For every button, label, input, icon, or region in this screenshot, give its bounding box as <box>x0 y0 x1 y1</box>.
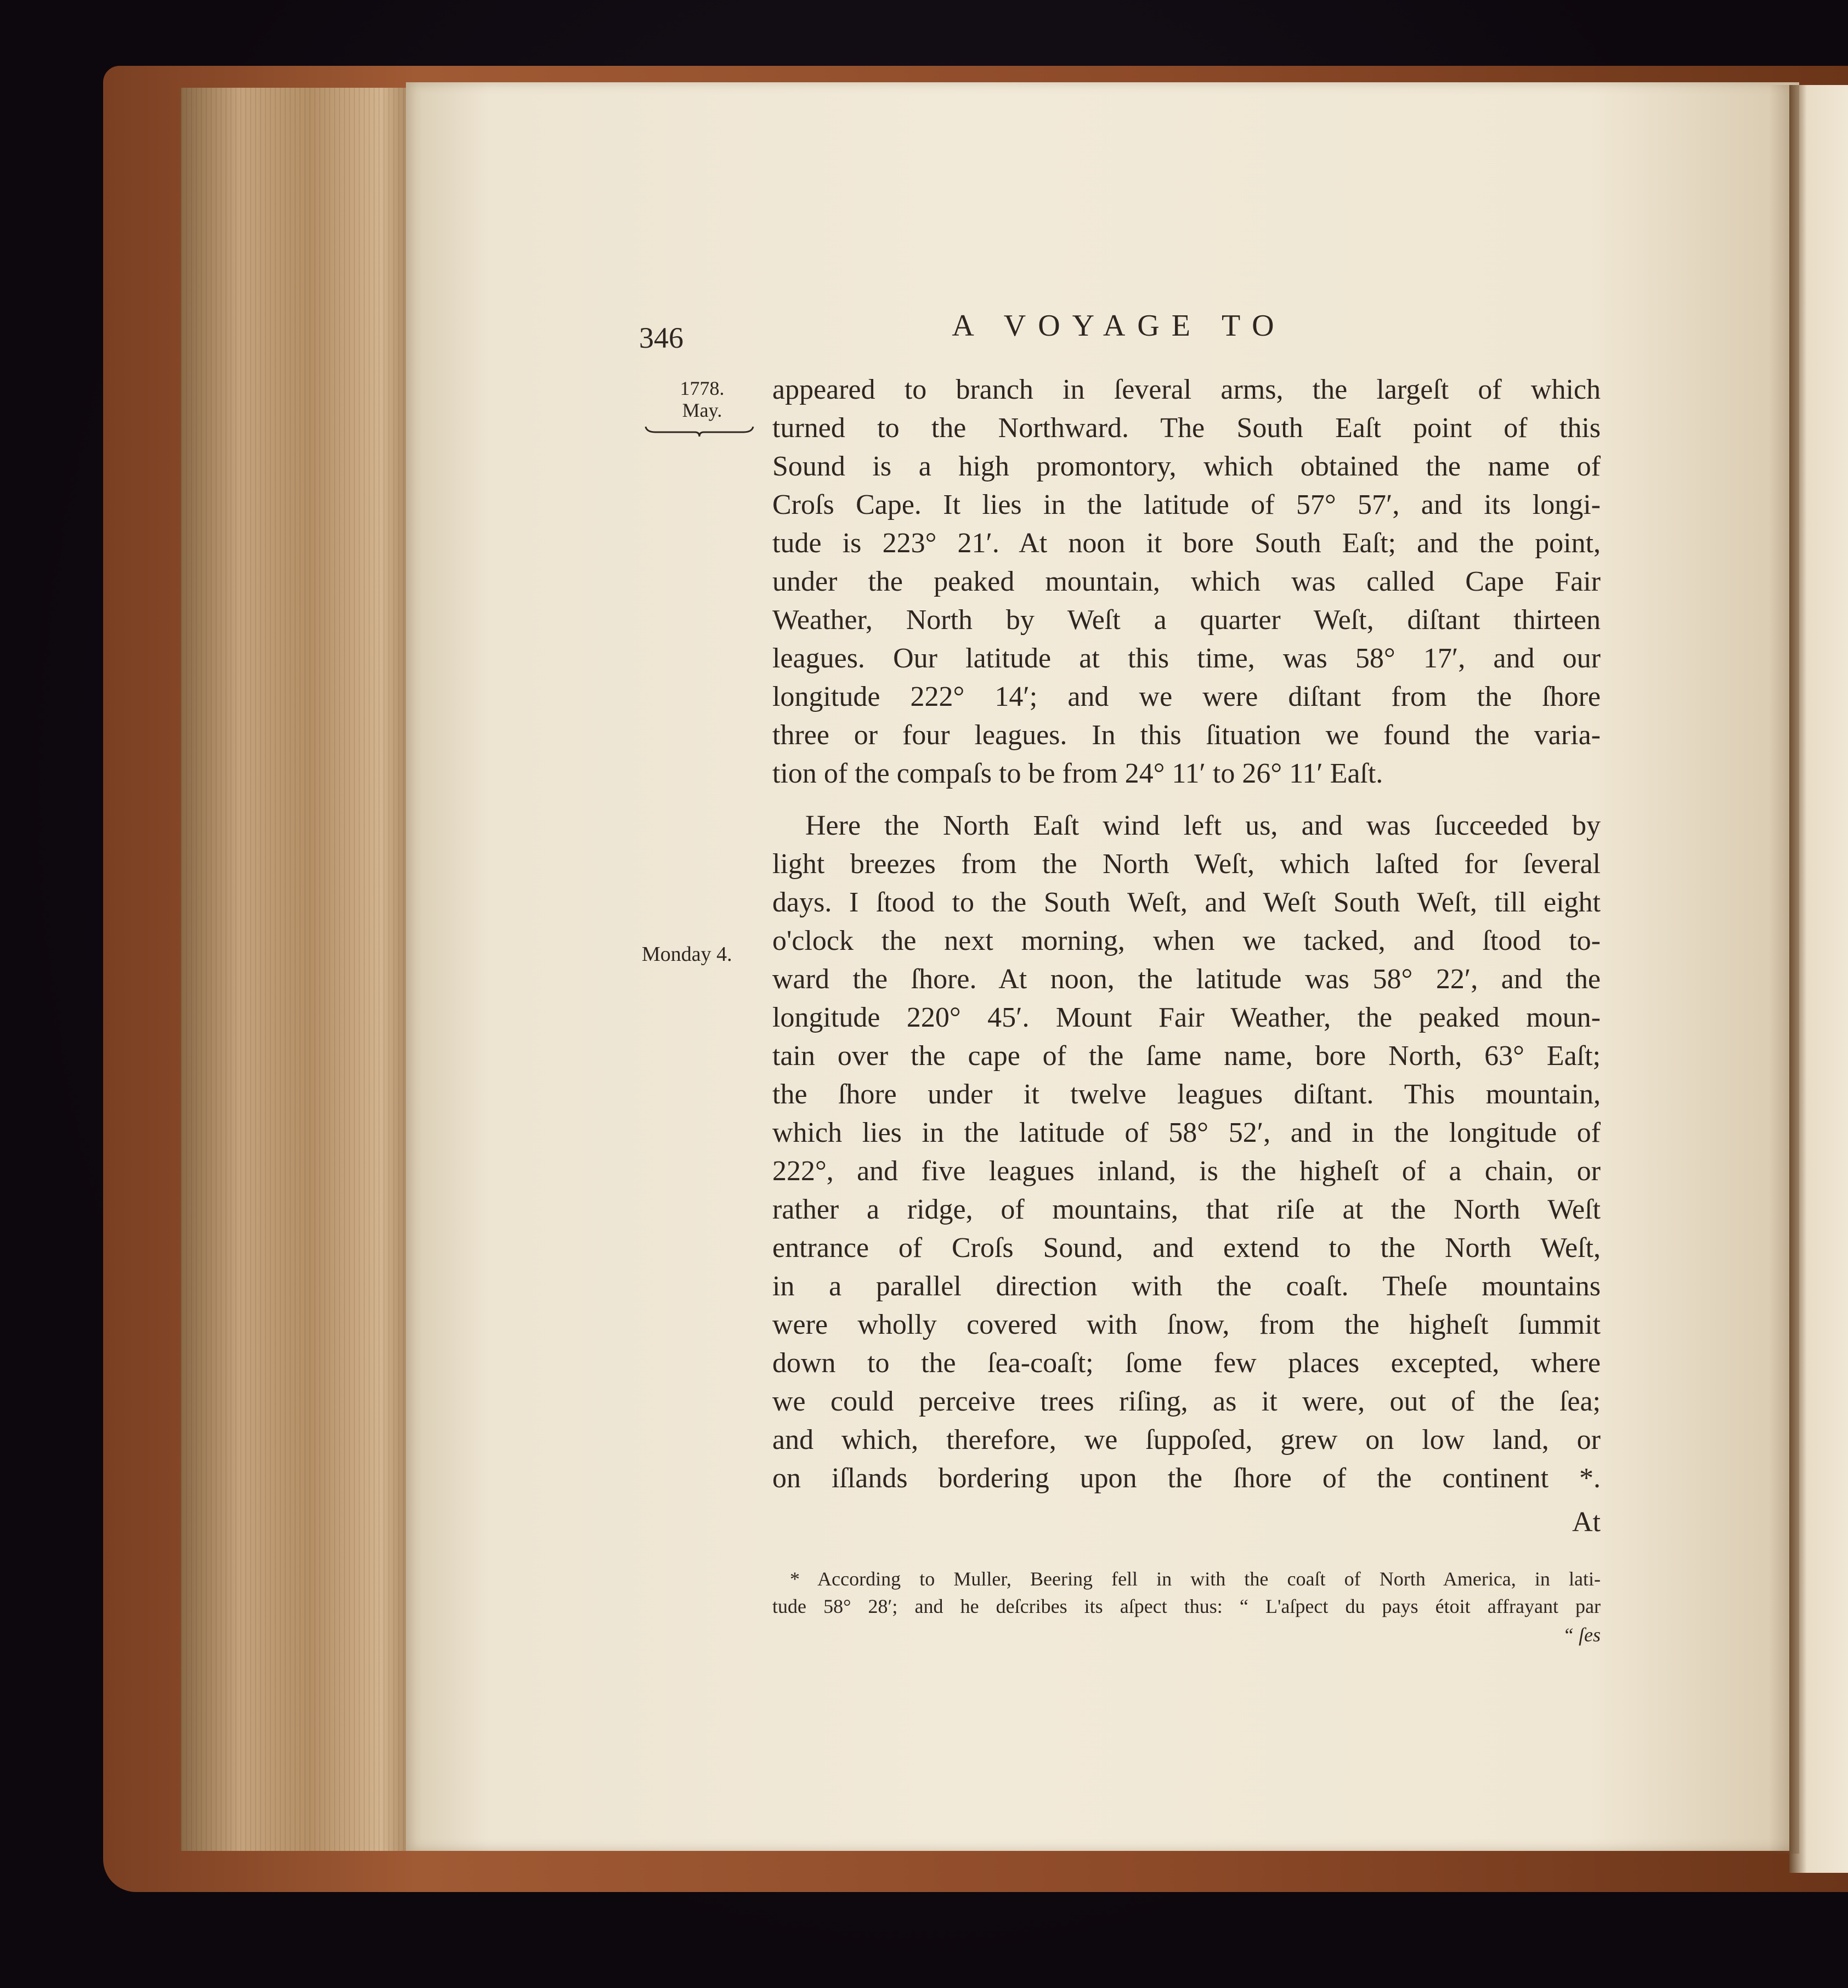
text-line: in a parallel direction with the coaſt. Theſe mountains <box>772 1271 1601 1302</box>
text-line: o'clock the next morning, when we tacked, and ſtood to- <box>772 925 1601 956</box>
text-line: leagues. Our latitude at this time, was 58° 17′, and our <box>772 643 1601 674</box>
text-line: tude is 223° 21′. At noon it bore South Eaſt; and the point, <box>772 528 1601 559</box>
catchword: At <box>1572 1506 1601 1538</box>
text-line: we could perceive trees riſing, as it were, out of the ſea; <box>772 1386 1601 1417</box>
footnote-catchword: “ ſes <box>1562 1624 1601 1646</box>
text-line: Croſs Cape. It lies in the latitude of 57° 57′, and its longi- <box>772 489 1601 520</box>
text-line: Here the North Eaſt wind left us, and was ſucceeded by <box>805 810 1601 841</box>
footnote-line: * According to Muller, Beering fell in with the coaſt of North America, in lati- <box>790 1568 1601 1590</box>
text-line: three or four leagues. In this ſituation we found the varia- <box>772 720 1601 751</box>
text-line: days. I ſtood to the South Weſt, and Weſt South Weſt, till eight <box>772 887 1601 918</box>
text-line: tion of the compaſs to be from 24° 11′ to 26° 11′ Eaſt. <box>772 758 1383 789</box>
text-line: ward the ſhore. At noon, the latitude was 58° 22′, and the <box>772 964 1601 995</box>
text-line: Sound is a high promontory, which obtained the name of <box>772 451 1601 482</box>
text-line: the ſhore under it twelve leagues diſtant. This mountain, <box>772 1079 1601 1110</box>
text-line: longitude 222° 14′; and we were diſtant from the ſhore <box>772 681 1601 712</box>
text-line: light breezes from the North Weſt, which laſted for ſeveral <box>772 848 1601 880</box>
text-line: rather a ridge, of mountains, that riſe at the North Weſt <box>772 1194 1601 1225</box>
text-line: entrance of Croſs Sound, and extend to the North Weſt, <box>772 1232 1601 1264</box>
text-line: 222°, and five leagues inland, is the higheſt of a chain, or <box>772 1156 1601 1187</box>
text-line: and which, therefore, we ſuppoſed, grew on low land, or <box>772 1424 1601 1455</box>
footnote-line: tude 58° 28′; and he deſcribes its aſpect thus: “ L'aſpect du pays étoit affrayant par <box>772 1595 1601 1617</box>
margin-day: Monday 4. <box>642 943 732 966</box>
page-number: 346 <box>639 321 683 354</box>
text-line: Weather, North by Weſt a quarter Weſt, diſtant thirteen <box>772 604 1601 636</box>
margin-date <box>658 377 746 421</box>
running-head: A VOYAGE TO <box>952 309 1286 343</box>
text-line: tain over the cape of the ſame name, bore North, 63° Eaſt; <box>772 1040 1601 1072</box>
text-line: which lies in the latitude of 58° 52′, and in the longitude of <box>772 1117 1601 1148</box>
text-line: under the peaked mountain, which was called Cape Fair <box>772 566 1601 597</box>
margin-brace-icon <box>645 422 754 439</box>
text-line: were wholly covered with ſnow, from the higheſt ſummit <box>772 1309 1601 1340</box>
text-line: down to the ſea-coaſt; ſome few places excepted, where <box>772 1347 1601 1379</box>
gutter-shadow <box>1769 85 1799 1854</box>
text-line: appeared to branch in ſeveral arms, the largeſt of which <box>772 374 1601 405</box>
page-edges <box>181 88 419 1851</box>
text-line: longitude 220° 45′. Mount Fair Weather, the peaked moun- <box>772 1002 1601 1033</box>
text-line: turned to the Northward. The South Eaſt point of this <box>772 412 1601 444</box>
margin-year: 1778. <box>680 377 725 399</box>
margin-month: May. <box>682 399 722 421</box>
text-line: on iſlands bordering upon the ſhore of the continent *. <box>772 1463 1601 1494</box>
